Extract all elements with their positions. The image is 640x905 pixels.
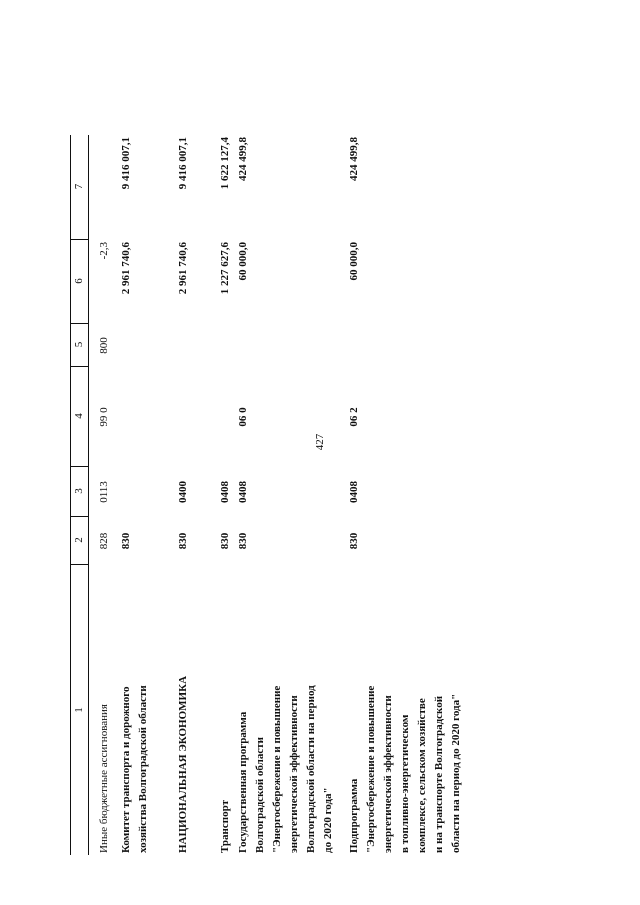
- row-3-col-3: 0400: [177, 481, 189, 503]
- table-header: [70, 135, 89, 855]
- header-col-7: 7: [71, 134, 88, 240]
- budget-table: [70, 135, 570, 855]
- row-6-name-line: энергетической эффективности: [382, 695, 394, 853]
- row-6-col-7: 424 499,8: [348, 137, 360, 181]
- row-6-col-2: 830: [348, 532, 360, 550]
- row-2-name-line: Комитет транспорта и дорожного: [120, 686, 132, 853]
- row-6-col-4: 06 2: [348, 407, 360, 427]
- row-6-name-line: "Энергосбережение и повышение: [365, 685, 377, 853]
- row-5-col-3: 0408: [237, 481, 249, 503]
- row-6-name-line: в топливно-энергетическом: [399, 714, 411, 853]
- row-3-col-7: 9 416 007,1: [177, 137, 189, 190]
- row-3-name-line: НАЦИОНАЛЬНАЯ ЭКОНОМИКА: [177, 675, 189, 853]
- row-1-col-2: 828: [98, 532, 110, 550]
- row-5-name-line: Государственная программа: [237, 711, 249, 853]
- row-2-name-line: хозяйства Волгоградской области: [137, 685, 149, 853]
- row-3-col-6: 2 961 740,6: [177, 242, 189, 295]
- row-6-col-3: 0408: [348, 481, 360, 503]
- row-4-name-line: Транспорт: [219, 800, 231, 853]
- header-col-4: 4: [71, 366, 88, 467]
- row-5-col-6: 60 000,0: [237, 242, 249, 281]
- row-6-name-line: области на период до 2020 года": [450, 693, 462, 853]
- row-5-name-line: Волгоградской области на период: [305, 685, 317, 853]
- header-col-3: 3: [71, 466, 88, 517]
- row-4-col-2: 830: [219, 532, 231, 550]
- header-col-5: 5: [71, 323, 88, 367]
- row-2-col-2: 830: [120, 532, 132, 550]
- header-col-2: 2: [71, 516, 88, 565]
- row-2-col-7: 9 416 007,1: [120, 137, 132, 190]
- row-6-col-6: 60 000,0: [348, 242, 360, 281]
- row-5-name-line: энергетической эффективности: [288, 695, 300, 853]
- row-4-col-6: 1 227 627,6: [219, 242, 231, 295]
- row-1-col-3: 0113: [98, 481, 110, 503]
- row-1-name-line: Иные бюджетные ассигнования: [98, 704, 110, 853]
- row-5-col-7: 424 499,8: [237, 137, 249, 181]
- row-5-col-4: 06 0: [237, 407, 249, 427]
- row-6-name-line: и на транспорте Волгоградской: [433, 695, 445, 853]
- row-4-col-3: 0408: [219, 481, 231, 503]
- row-1-col-4: 99 0: [98, 407, 110, 427]
- row-4-col-7: 1 622 127,4: [219, 137, 231, 190]
- row-3-col-2: 830: [177, 532, 189, 550]
- row-2-col-6: 2 961 740,6: [120, 242, 132, 295]
- row-1-col-6: -2,3: [98, 242, 110, 260]
- row-5-name-line: до 2020 года": [322, 787, 334, 853]
- row-1-col-5: 800: [98, 337, 110, 354]
- page-number: 427: [314, 433, 326, 451]
- header-col-6: 6: [71, 239, 88, 324]
- header-col-1: 1: [73, 707, 85, 713]
- row-6-name-line: комплексе, сельском хозяйстве: [416, 698, 428, 853]
- row-6-name-line: Подпрограмма: [348, 778, 360, 853]
- row-5-col-2: 830: [237, 532, 249, 550]
- row-5-name-line: Волгоградской области: [254, 737, 266, 853]
- row-5-name-line: "Энергосбережение и повышение: [271, 685, 283, 853]
